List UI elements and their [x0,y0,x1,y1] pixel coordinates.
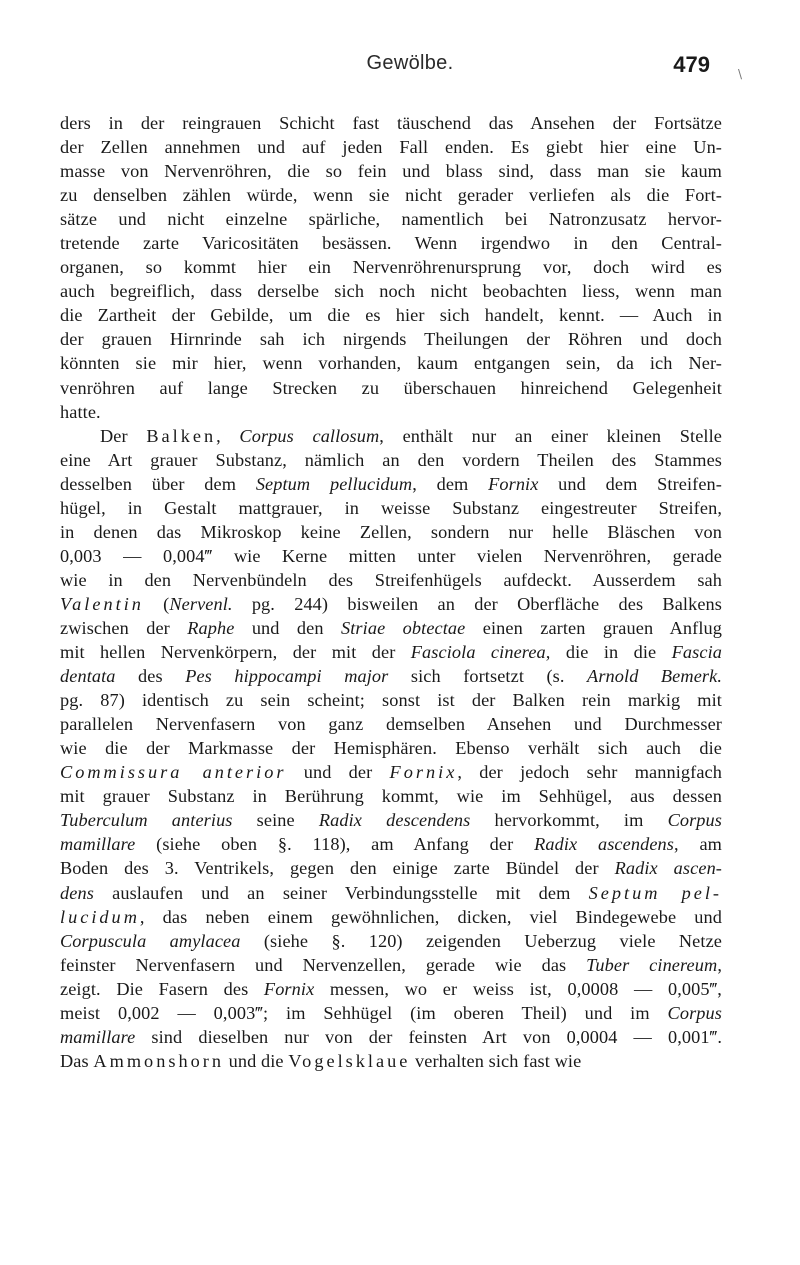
text-run: eine Art grauer Substanz, nämlich an den vordern Theilen des Stammes [60,449,722,470]
text-line [60,279,722,303]
text-run: hügel, in Gestalt mattgrauer, in weisse Substanz eingestreuter Streifen, [60,497,722,518]
text-run: Corpus [667,810,723,831]
text-line [60,953,722,977]
text-run: auch begreiflich, dass derselbe sich noch nicht beobachten liess, wenn man [60,281,722,302]
text-run: hervorkommt, im [470,810,668,831]
text-run: Fascia [671,642,722,663]
text-run: Fornix [389,762,458,783]
text-run: Das [60,1050,94,1071]
text-run: dens [60,882,94,903]
body-text [60,111,722,1073]
text-run: venröhren auf lange Strecken zu überschauen hinreichend Gelegenheit [60,377,722,398]
text-line [60,832,722,856]
text-run: Arnold Bemerk. [587,666,723,687]
text-run: Raphe [187,617,235,638]
text-run: lucidum [60,906,140,927]
text-run: 0,003 — 0,004‴ wie Kerne mitten unter vielen Nervenröhren, gerade [60,545,722,566]
text-line [60,1001,722,1025]
text-line [60,856,722,880]
text-line [60,111,722,135]
text-line [60,977,722,1001]
text-run: einen zarten grauen Anflug [465,617,722,638]
text-line [60,303,722,327]
text-run: auslaufen und an seiner Verbindungsstelle mit dem [93,882,589,903]
text-run: des [115,666,186,687]
text-line [60,712,722,736]
text-line [60,664,722,688]
text-line [60,376,722,400]
text-run: zwischen der [60,617,188,638]
text-run: Nervenl. [169,593,233,614]
text-run: mamillare [60,834,136,855]
text-run: mamillare [60,1026,136,1047]
text-line [60,496,722,520]
text-run: tretende zarte Varicositäten besässen. Wenn irgendwo in den Central- [60,233,722,254]
text-line [60,592,722,616]
text-run: pg. 244) bisweilen an der Oberfläche des Balkens [232,593,722,614]
text-run: könnten sie mir hier, wenn vorhanden, kaum entgangen sein, da ich Ner- [60,353,722,374]
text-line [60,568,722,592]
text-line [60,640,722,664]
text-run: und die [223,1050,289,1071]
text-line [60,1025,722,1049]
text-line [60,327,722,351]
text-line [60,616,722,640]
text-line [60,881,722,905]
text-run: in denen das Mikroskop keine Zellen, sondern nur helle Bläschen von [60,521,722,542]
text-run: Septum pel- [588,882,722,903]
text-line [60,760,722,784]
text-run: messen, wo er weiss ist, 0,0008 — 0,005‴, [314,978,722,999]
text-run: Commissura anterior [60,762,287,783]
text-line [60,231,722,255]
text-run: der Zellen annehmen und auf jeden Fall enden. Es giebt hier eine Un- [60,137,722,158]
text-run: zu denselben zählen würde, wenn sie nicht gerader verliefen als die Fort- [60,185,722,206]
text-run: Ammonshorn [93,1050,224,1071]
page-number: 479 [673,52,710,77]
text-run: sätze und nicht einzelne spärliche, namentlich bei Natronzusatz hervor- [60,209,722,230]
text-run: seine [232,810,319,831]
text-run: die Zartheit der Gebilde, um die es hier sich handelt, kennt. — Auch in [60,305,722,326]
text-run: verhalten sich fast wie [410,1050,582,1071]
text-run: , das neben einem gewöhnlichen, dicken, viel Bindegewebe und [139,906,722,927]
text-run: mit hellen Nervenkörpern, der mit der [60,642,411,663]
text-line [60,159,722,183]
text-line [60,207,722,231]
text-line [60,448,722,472]
text-run: Septum pellucidum [255,473,413,494]
running-head: Gewölbe. [366,52,454,74]
text-run: Corpus [667,1002,722,1023]
text-line [60,784,722,808]
text-run: Balken [146,425,217,446]
text-run: mit grauer Substanz in Berührung kommt, wie im Sehhügel, aus dessen [60,786,722,807]
text-run: der grauen Hirnrinde sah ich nirgends Theilungen der Röhren und doch [60,329,722,350]
text-run: , [717,954,722,975]
text-run: Fasciola cinerea, [410,642,551,663]
text-line [60,544,722,568]
text-run: Corpus callosum [239,425,380,446]
text-line [60,351,722,375]
text-run: und der [286,762,390,783]
text-line [60,688,722,712]
text-run: , dem [412,473,489,494]
text-run: , enthält nur an einer kleinen Stelle [379,425,723,446]
text-run: Boden des 3. Ventrikels, gegen den einige zarte Bündel der [60,858,615,879]
text-run: wie die der Markmasse der Hemisphären. Ebenso verhält sich auch die [60,738,722,759]
text-run: Radix ascendens [534,834,675,855]
corner-mark: \ [738,67,743,81]
text-run: , [216,425,240,446]
text-run: Vogelsklaue [288,1050,411,1071]
text-run: Der [100,425,147,446]
text-run: (siehe oben §. 118), am Anfang der [135,834,535,855]
text-line [60,736,722,760]
text-run: und dem Streifen- [538,473,722,494]
text-run: Fornix [488,473,539,494]
text-run: (siehe §. 120) zeigenden Ueberzug viele Netze [240,930,722,951]
text-run: zeigt. Die Fasern des [60,978,264,999]
text-run: ders in der reingrauen Schicht fast täuschend das Ansehen der Fortsätze [60,113,722,133]
text-run: sich fortsetzt (s. [388,666,588,687]
text-run: die in die [550,642,672,663]
text-line [60,472,722,496]
text-line [60,520,722,544]
text-run: meist 0,002 — 0,003‴; im Sehhügel (im oberen Theil) und im [60,1002,668,1023]
text-run: und den [234,617,342,638]
text-line [60,255,722,279]
text-run: pg. 87) identisch zu sein scheint; sonst ist der Balken rein markig mit [60,690,722,711]
text-line [60,929,722,953]
text-line [60,905,722,929]
text-run: feinster Nervenfasern und Nervenzellen, gerade wie das [60,954,587,975]
text-run: Valentin [60,593,144,614]
text-run: desselben über dem [60,473,256,494]
text-run: Tuberculum anterius [60,810,233,831]
text-line [60,400,722,424]
text-line [60,135,722,159]
text-line [60,808,722,832]
text-run: , der jedoch sehr mannigfach [457,762,722,783]
text-run: organen, so kommt hier ein Nervenröhrenursprung vor, doch wird es [60,257,722,278]
text-line [60,183,722,207]
text-run: Corpuscula amylacea [60,930,241,951]
text-run: Tuber cinereum [586,954,718,975]
text-run: , am [674,834,722,855]
text-run: wie in den Nervenbündeln des Streifenhügels aufdeckt. Ausserdem sah [60,569,722,590]
text-run: Radix descendens [318,810,471,831]
page-header [110,52,710,92]
text-run: hatte. [60,401,101,422]
text-run: Radix ascen- [614,858,722,879]
text-run: masse von Nervenröhren, die so fein und blass sind, dass man sie kaum [60,161,722,182]
text-run: ( [143,593,170,614]
text-run: Fornix [263,978,315,999]
text-run: Pes hippocampi major [185,666,389,687]
text-line [60,1049,722,1073]
text-line [60,424,722,448]
text-run: sind dieselben nur von der feinsten Art von 0,0004 — 0,001‴. [135,1026,722,1047]
text-run: dentata [60,666,116,687]
text-run: parallelen Nervenfasern von ganz demselben Ansehen und Durchmesser [60,714,722,735]
text-run: Striae obtectae [341,617,466,638]
